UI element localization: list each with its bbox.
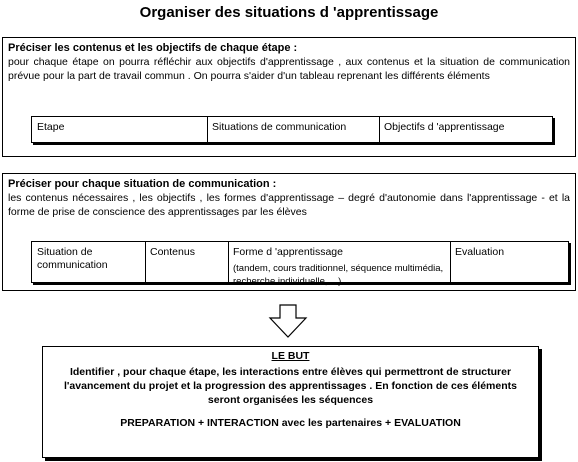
table-header-forme-examples: (tandem, cours traditionnel, séquence multimédia, recherche individuelle, ...) bbox=[233, 263, 444, 287]
goal-tagline: PREPARATION + INTERACTION avec les partenaires + EVALUATION bbox=[120, 417, 461, 429]
section-heading: Préciser les contenus et les objectifs de chaque étape : bbox=[8, 42, 298, 54]
stages-table bbox=[31, 116, 553, 143]
section-body: les contenus nécessaires , les objectifs , les formes d'apprentissage – degré d'autonomie dans l'apprentissage - et la forme de prise de conscience des apprentissages par les élèves bbox=[8, 192, 570, 218]
table-header-contenus: Contenus bbox=[150, 246, 195, 258]
down-arrow-icon bbox=[268, 304, 308, 338]
table-header-forme: Forme d 'apprentissage (tandem, cours traditionnel, séquence multimédia, recherche individuelle, ...) bbox=[233, 246, 444, 287]
goal-box bbox=[42, 346, 539, 458]
page-title: Organiser des situations d 'apprentissage bbox=[139, 4, 439, 21]
section-heading: Préciser pour chaque situation de communication : bbox=[8, 178, 277, 190]
goal-heading: LE BUT bbox=[271, 350, 310, 362]
goal-body: Identifier , pour chaque étape, les interactions entre élèves qui permettront de structurer l'avancement du projet et la progression des apprentissages . En fonction de ces éléments seront organisées les séquences bbox=[64, 366, 517, 406]
table-header-situations: Situations de communication bbox=[212, 121, 347, 133]
section-body: pour chaque étape on pourra réfléchir aux objectifs d'apprentissage , aux contenus et la situation de communication prévue pour la part de travail commun . On pourra s'aider d'un tableau reprenant les différents éléments bbox=[8, 56, 570, 82]
table-header-evaluation: Evaluation bbox=[455, 246, 505, 258]
situations-table bbox=[31, 241, 569, 287]
table-header-objectifs: Objectifs d 'apprentissage bbox=[384, 121, 505, 133]
table-header-etape: Etape bbox=[37, 121, 65, 133]
table-header-situation: Situation de communication bbox=[37, 246, 108, 271]
